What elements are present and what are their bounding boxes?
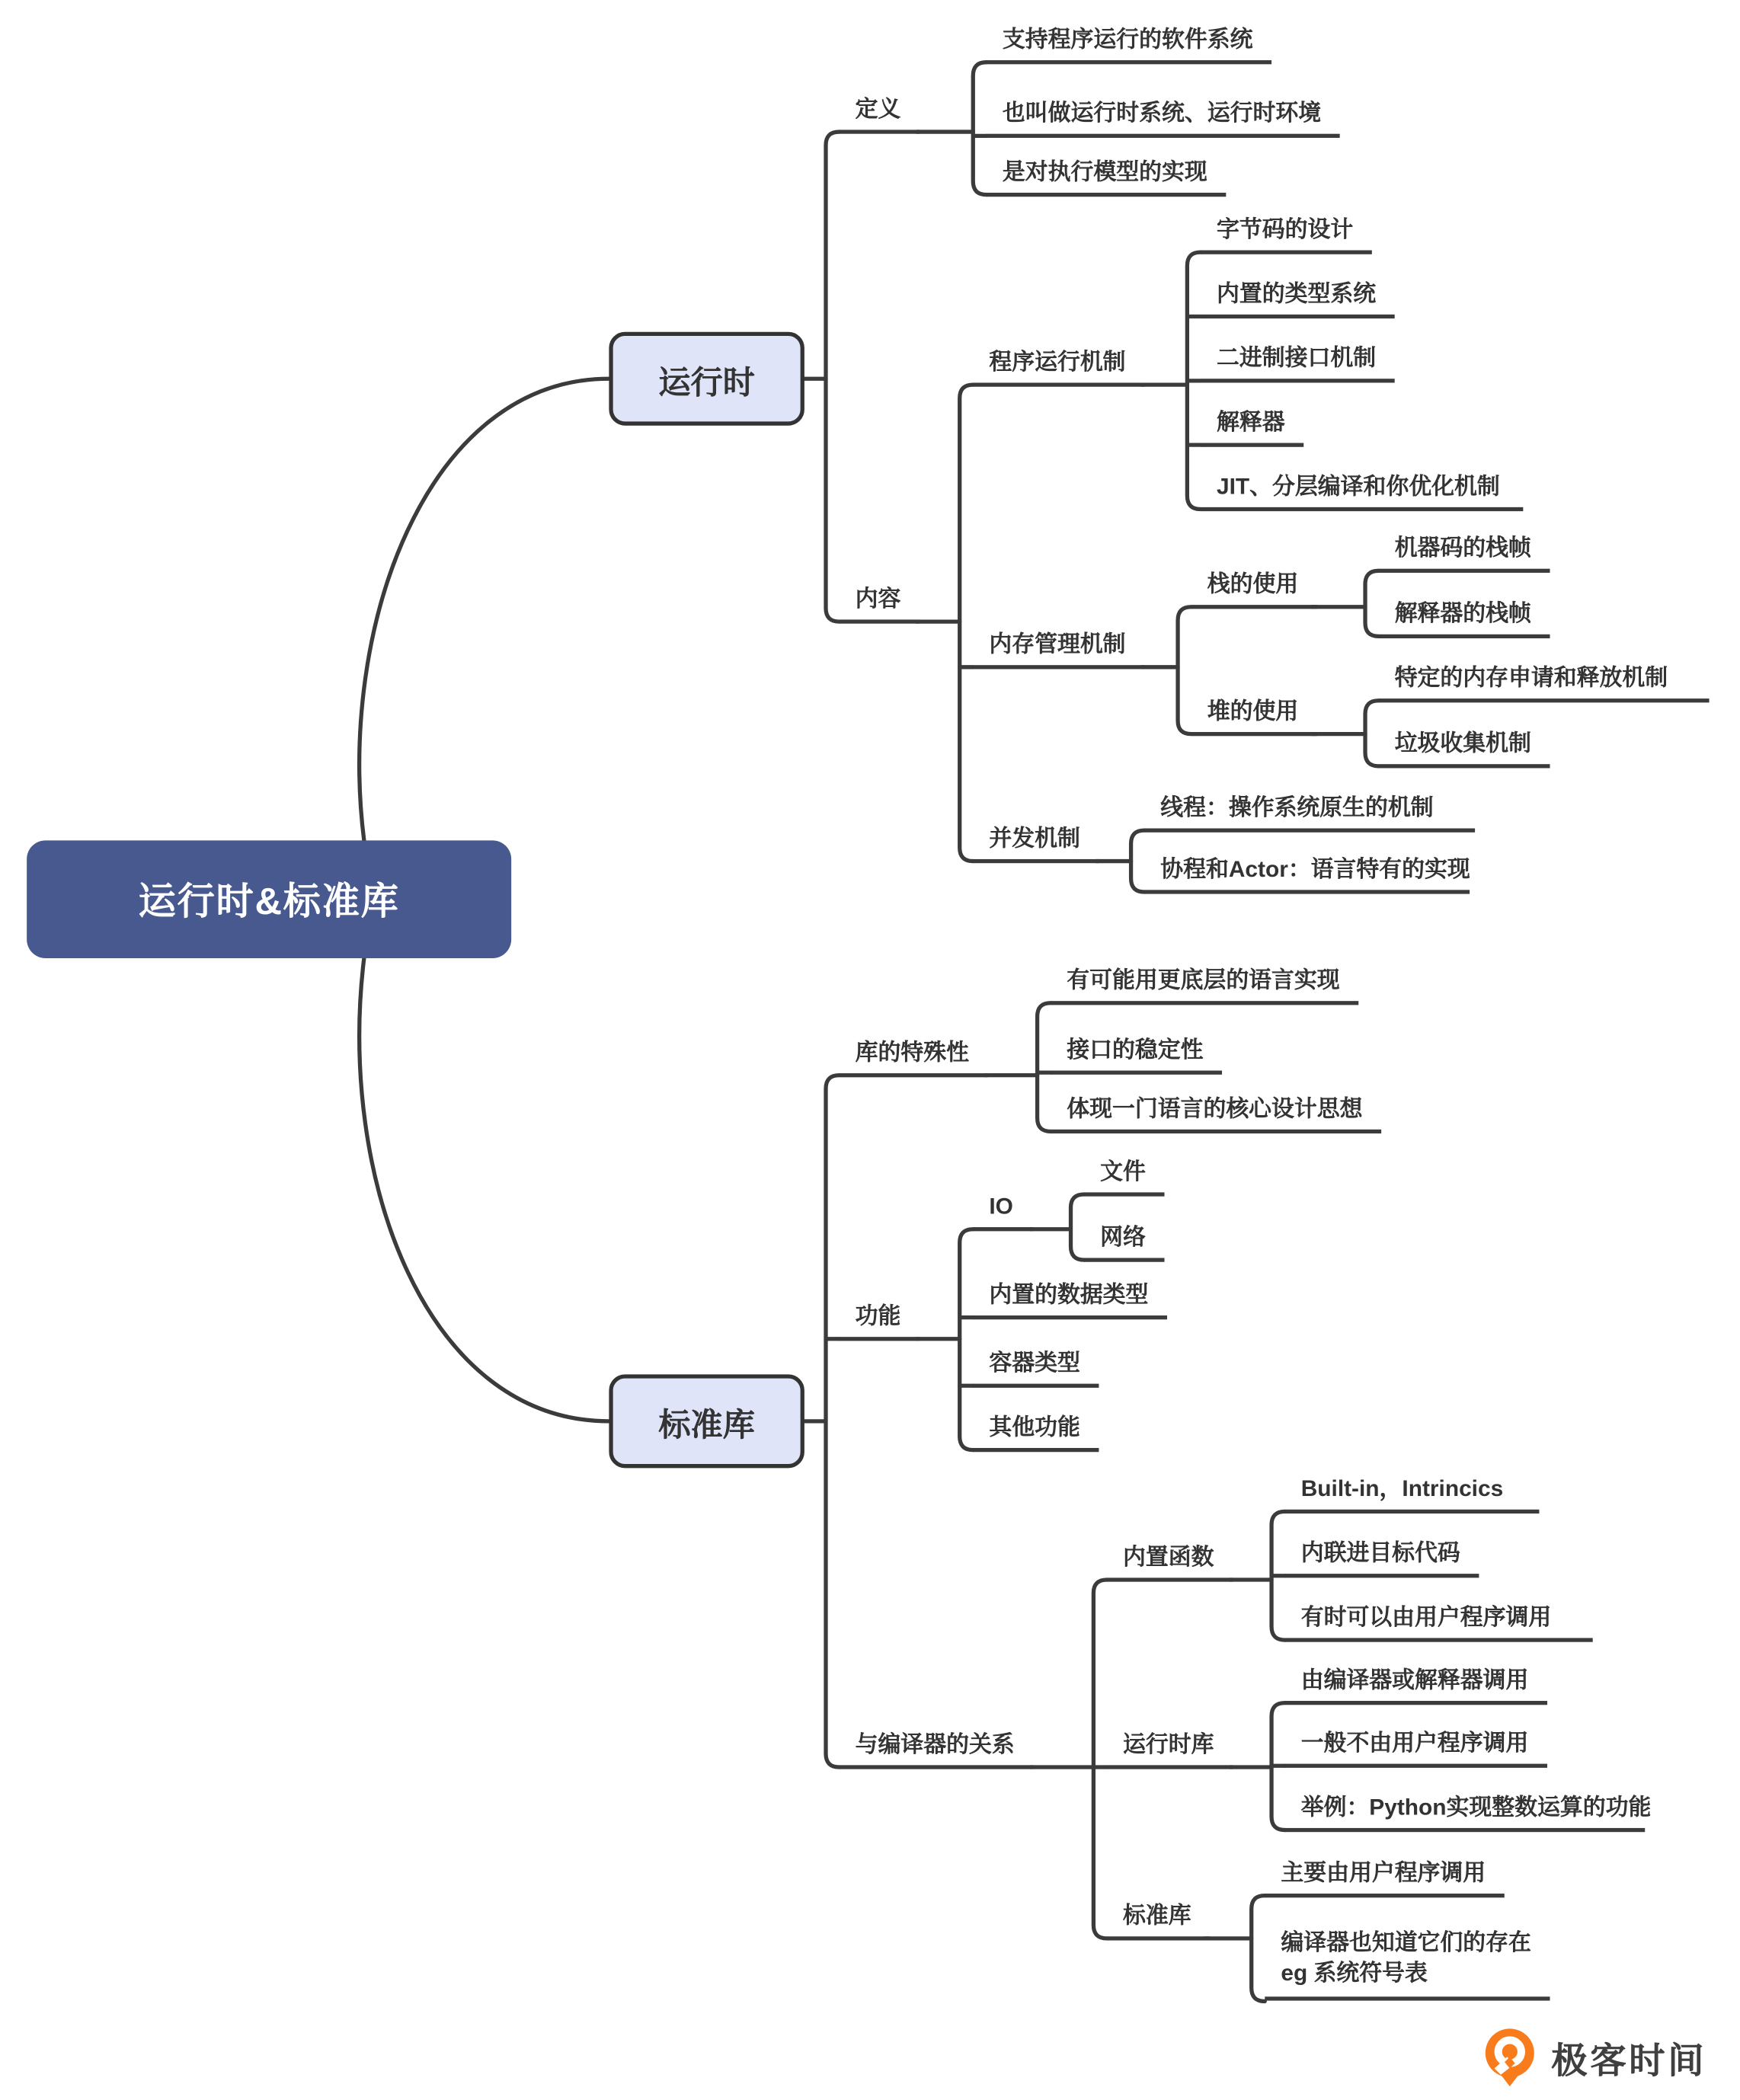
leaf-interface-stability: 接口的稳定性 [1051, 1038, 1222, 1074]
leaf-threads-os-native: 线程：操作系统原生的机制 [1144, 796, 1475, 832]
leaf-core-design-philosophy: 体现一门语言的核心设计思想 [1051, 1098, 1381, 1133]
root-topic [27, 840, 511, 958]
node-definition: 定义 [840, 97, 920, 133]
node-standard-library: 标准库 [1107, 1904, 1210, 1940]
leaf-jit-tiered-compilation: JIT、分层编译和你优化机制 [1201, 475, 1523, 511]
leaf-other-features: 其他功能 [973, 1416, 1099, 1452]
connector-trunk-compiler-relation [1093, 1580, 1107, 1939]
leaf-container-types: 容器类型 [973, 1351, 1099, 1387]
leaf-machine-code-frame: 机器码的栈帧 [1379, 537, 1550, 573]
leaf-binary-interface: 二进制接口机制 [1201, 347, 1395, 382]
node-memory-mechanism: 内存管理机制 [973, 633, 1144, 669]
leaf-symbol-table-line: eg 系统符号表 [1281, 1960, 1428, 1987]
branch-runtime [609, 332, 804, 426]
branch-runtime-label: 运行时 [658, 364, 755, 401]
node-concurrency: 并发机制 [973, 827, 1099, 863]
leaf-memory-alloc-release: 特定的内存申请和释放机制 [1379, 666, 1710, 702]
node-io: IO [973, 1195, 1033, 1231]
connector-trunk-standard-library [1252, 1896, 1265, 2002]
connector-trunk-features [960, 1229, 974, 1450]
root-topic-label: 运行时&标准库 [138, 881, 400, 922]
leaf-lower-level-language: 有可能用更底层的语言实现 [1051, 969, 1358, 1005]
connector-root-to-runtime [360, 379, 609, 840]
branch-stdlib [609, 1374, 804, 1468]
leaf-software-system: 支持程序运行的软件系统 [987, 28, 1271, 64]
leaf-coroutine-actor: 协程和Actor：语言特有的实现 [1144, 858, 1470, 893]
connector-trunk-io [1071, 1194, 1085, 1260]
leaf-builtin-intrincics: Built-in，Intrincics [1285, 1478, 1540, 1513]
connector-trunk-specialty [1038, 1003, 1051, 1132]
leaf-builtin-data-types: 内置的数据类型 [973, 1283, 1167, 1319]
leaf-bytecode-design: 字节码的设计 [1201, 218, 1372, 254]
geektime-logo-text: 极客时间 [1551, 2040, 1707, 2081]
connector-trunk-stack [1365, 571, 1379, 636]
leaf-compiler-knows-line: 编译器也知道它们的存在 [1281, 1929, 1531, 1955]
leaf-network: 网络 [1084, 1226, 1164, 1261]
leaf-compiler-knows-symbols [1265, 1929, 1550, 2001]
node-builtin-functions: 内置函数 [1107, 1545, 1233, 1581]
connector-root-to-stdlib [360, 958, 609, 1421]
leaf-file: 文件 [1084, 1160, 1164, 1196]
connector-trunk-content [960, 385, 974, 861]
connector-trunk-definition [973, 62, 987, 195]
connector-trunk-memory-mechanism [1178, 607, 1191, 734]
leaf-garbage-collection: 垃圾收集机制 [1379, 732, 1550, 768]
node-content: 内容 [840, 587, 920, 623]
connector-trunk-stdlib [826, 1076, 840, 1767]
leaf-builtin-type-system: 内置的类型系统 [1201, 283, 1395, 318]
connector-trunk-heap [1365, 701, 1379, 766]
leaf-execution-model: 是对执行模型的实现 [987, 161, 1226, 197]
node-library-specialty: 库的特殊性 [840, 1041, 988, 1077]
node-compiler-relation: 与编译器的关系 [840, 1733, 1034, 1769]
leaf-not-called-by-user: 一般不由用户程序调用 [1285, 1731, 1547, 1767]
connector-trunk-concurrency [1131, 830, 1145, 892]
leaf-inline-target-code: 内联进目标代码 [1285, 1542, 1479, 1577]
geektime-logo [1479, 2026, 1706, 2088]
leaf-callable-by-user: 有时可以由用户程序调用 [1285, 1606, 1593, 1641]
connector-trunk-runtime [826, 132, 840, 622]
leaf-python-integer-example: 举例：Python实现整数运算的功能 [1285, 1796, 1646, 1832]
leaf-interpreter: 解释器 [1201, 411, 1303, 446]
node-runtime-library: 运行时库 [1107, 1733, 1233, 1769]
leaf-interpreter-frame: 解释器的栈帧 [1379, 603, 1550, 638]
node-program-mechanism: 程序运行机制 [973, 350, 1144, 386]
connector-trunk-program-mechanism [1187, 252, 1201, 509]
connector-trunk-builtin-functions [1271, 1511, 1285, 1640]
geektime-logo-icon [1479, 2026, 1540, 2088]
connector-trunk-runtime-library [1271, 1703, 1285, 1830]
leaf-runtime-system-env: 也叫做运行时系统、运行时环境 [987, 102, 1340, 138]
node-heap-usage: 堆的使用 [1191, 700, 1317, 736]
leaf-called-by-compiler-interpreter: 由编译器或解释器调用 [1285, 1669, 1547, 1705]
leaf-mainly-called-by-user: 主要由用户程序调用 [1265, 1862, 1504, 1897]
node-stack-usage: 栈的使用 [1191, 573, 1317, 609]
branch-stdlib-label: 标准库 [658, 1407, 755, 1443]
node-features: 功能 [840, 1305, 920, 1341]
